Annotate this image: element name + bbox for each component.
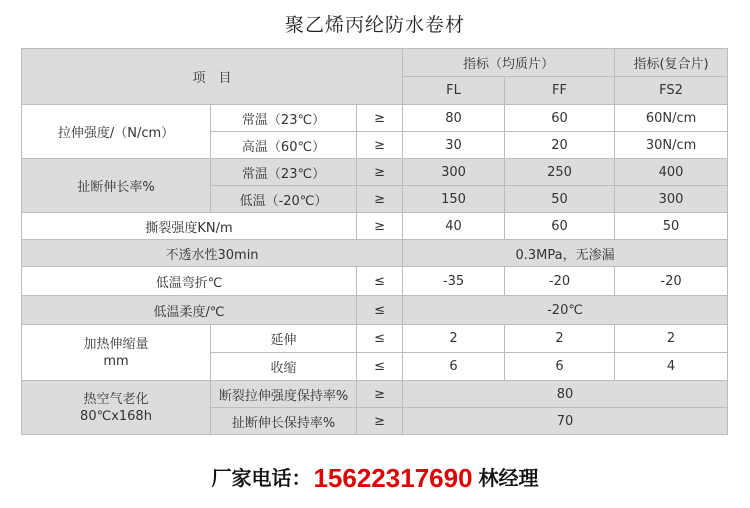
shrink-sym: ≤ — [357, 353, 403, 381]
low-flex-sym: ≤ — [357, 296, 403, 325]
header-item: 项 目 — [22, 49, 403, 105]
header-composite: 指标(复合片) — [615, 49, 728, 77]
page-title: 聚乙烯丙纶防水卷材 — [284, 14, 465, 36]
elong-low-fs2: 300 — [615, 186, 728, 213]
extend-fl: 2 — [403, 325, 505, 353]
tensile-normal-fs2: 60N/cm — [615, 105, 728, 132]
row-heat-shrink-label — [22, 325, 211, 381]
elong-keep-value: 70 — [403, 408, 728, 435]
heat-shrink-label-line1: 加热伸缩量 — [83, 336, 149, 352]
header-homogeneous: 指标（均质片） — [403, 49, 615, 77]
header-fs2: FS2 — [615, 77, 728, 105]
shrink-ff: 6 — [505, 353, 615, 381]
row-elongation-label: 扯断伸长率% — [22, 159, 211, 213]
elong-normal-sym: ≥ — [357, 159, 403, 186]
elong-low-fl: 150 — [403, 186, 505, 213]
shrink-fs2: 4 — [615, 353, 728, 381]
tensile-keep-cond: 断裂拉伸强度保持率% — [211, 381, 357, 408]
header-fl: FL — [403, 77, 505, 105]
tear-ff: 60 — [505, 213, 615, 240]
elong-normal-cond: 常温（23℃） — [211, 159, 357, 186]
elong-keep-cond: 扯断伸长保持率% — [211, 408, 357, 435]
tensile-normal-cond: 常温（23℃） — [211, 105, 357, 132]
tensile-keep-sym: ≥ — [357, 381, 403, 408]
row-low-bend-label: 低温弯折℃ — [22, 267, 357, 296]
phone-number[interactable]: 15622317690 — [313, 463, 473, 493]
footer-prefix: 厂家电话： — [211, 466, 312, 490]
contact-footer — [0, 462, 750, 494]
elong-low-ff: 50 — [505, 186, 615, 213]
contact-name: 林经理 — [478, 466, 539, 490]
header-ff: FF — [505, 77, 615, 105]
elong-keep-sym: ≥ — [357, 408, 403, 435]
tensile-normal-ff: 60 — [505, 105, 615, 132]
extend-ff: 2 — [505, 325, 615, 353]
low-bend-fs2: -20 — [615, 267, 728, 296]
extend-fs2: 2 — [615, 325, 728, 353]
row-aging-label — [22, 381, 211, 435]
aging-label-line1: 热空气老化 — [83, 391, 149, 407]
low-bend-sym: ≤ — [357, 267, 403, 296]
low-flex-value: -20℃ — [403, 296, 728, 325]
row-tear-label: 撕裂强度KN/m — [22, 213, 357, 240]
impermeability-value: 0.3MPa，无渗漏 — [403, 240, 728, 267]
row-low-flex-label: 低温柔度/℃ — [22, 296, 357, 325]
tensile-high-cond: 高温（60℃） — [211, 132, 357, 159]
row-tensile-label: 拉伸强度/（N/cm） — [22, 105, 211, 159]
heat-shrink-label-line2: mm — [103, 353, 129, 369]
elong-low-sym: ≥ — [357, 186, 403, 213]
shrink-cond: 收缩 — [211, 353, 357, 381]
aging-label-line2: 80℃x168h — [80, 408, 152, 424]
tear-sym: ≥ — [357, 213, 403, 240]
tear-fs2: 50 — [615, 213, 728, 240]
elong-low-cond: 低温（-20℃） — [211, 186, 357, 213]
tensile-high-fl: 30 — [403, 132, 505, 159]
tensile-high-ff: 20 — [505, 132, 615, 159]
shrink-fl: 6 — [403, 353, 505, 381]
row-impermeability-label: 不透水性30min — [22, 240, 403, 267]
elong-normal-ff: 250 — [505, 159, 615, 186]
extend-cond: 延伸 — [211, 325, 357, 353]
low-bend-fl: -35 — [403, 267, 505, 296]
spec-table — [21, 48, 728, 435]
tensile-normal-sym: ≥ — [357, 105, 403, 132]
elong-normal-fs2: 400 — [615, 159, 728, 186]
extend-sym: ≤ — [357, 325, 403, 353]
tensile-high-fs2: 30N/cm — [615, 132, 728, 159]
tensile-high-sym: ≥ — [357, 132, 403, 159]
elong-normal-fl: 300 — [403, 159, 505, 186]
tensile-keep-value: 80 — [403, 381, 728, 408]
tear-fl: 40 — [403, 213, 505, 240]
tensile-normal-fl: 80 — [403, 105, 505, 132]
low-bend-ff: -20 — [505, 267, 615, 296]
